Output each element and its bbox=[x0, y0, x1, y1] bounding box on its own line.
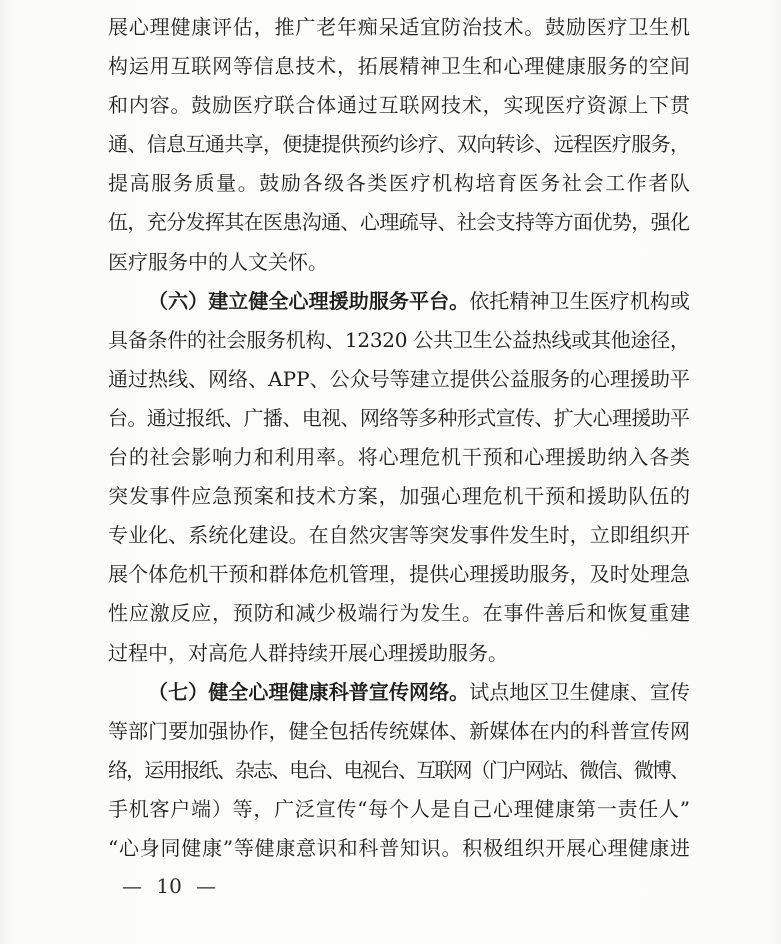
text-line: 提高服务质量。鼓励各级各类医疗机构培育医务社会工作者队 bbox=[108, 171, 692, 196]
text-line: 医疗服务中的人文关怀。 bbox=[108, 249, 328, 274]
text-line: 手机客户端）等，广泛宣传“每个人是自己心理健康第一责任人” bbox=[108, 796, 691, 821]
text-line-content: 依托精神卫生医疗机构或 bbox=[469, 288, 691, 313]
text-line: 伍，充分发挥其在医患沟通、心理疏导、社会支持等方面优势，强化 bbox=[108, 210, 690, 235]
paragraph bbox=[108, 8, 690, 282]
body-text bbox=[108, 8, 690, 868]
text-line: 展心理健康评估，推广老年痴呆适宜防治技术。鼓励医疗卫生机 bbox=[108, 15, 691, 39]
paragraph-section-7 bbox=[108, 673, 690, 868]
text-line: “心身同健康”等健康意识和科普知识。积极组织开展心理健康进 bbox=[108, 835, 691, 860]
text-line: 台。通过报纸、广播、电视、网络等多种形式宣传、扩大心理援助平 bbox=[108, 405, 690, 430]
section-heading: （六）建立健全心理援助服务平台。 bbox=[148, 288, 470, 313]
text-line: 过程中，对高危人群持续开展心理援助服务。 bbox=[108, 640, 508, 665]
text-line: 等部门要加强协作，健全包括传统媒体、新媒体在内的科普宣传网 bbox=[108, 718, 691, 743]
text-line bbox=[108, 673, 690, 712]
text-line: 台的社会影响力和利用率。将心理危机干预和心理援助纳入各类 bbox=[108, 445, 691, 470]
text-line: 具备条件的社会服务机构、12320 公共卫生公益热线或其他途径， bbox=[108, 327, 690, 352]
page-number: — 10 — bbox=[122, 874, 217, 898]
text-line: 通过热线、网络、APP、公众号等建立提供公益服务的心理援助平 bbox=[108, 366, 691, 391]
text-line: 突发事件应急预案和技术方案，加强心理危机干预和援助队伍的 bbox=[108, 484, 691, 509]
paragraph-section-6 bbox=[108, 282, 690, 673]
text-line: 专业化、系统化建设。在自然灾害等突发事件发生时，立即组织开 bbox=[108, 523, 691, 548]
text-line: 展个体危机干预和群体危机管理，提供心理援助服务，及时处理急 bbox=[108, 562, 691, 587]
text-line: 通、信息互通共享，便捷提供预约诊疗、双向转诊、远程医疗服务， bbox=[108, 132, 690, 157]
text-line bbox=[108, 282, 690, 321]
text-line: 性应激反应，预防和减少极端行为发生。在事件善后和恢复重建 bbox=[108, 601, 691, 626]
text-line: 构运用互联网等信息技术，拓展精神卫生和心理健康服务的空间 bbox=[108, 54, 691, 79]
text-line: 和内容。鼓励医疗联合体通过互联网技术，实现医疗资源上下贯 bbox=[108, 93, 691, 118]
text-line: 络，运用报纸、杂志、电台、电视台、互联网（门户网站、微信、微博、 bbox=[108, 757, 689, 782]
section-heading: （七）健全心理健康科普宣传网络。 bbox=[148, 679, 470, 704]
text-line-content: 试点地区卫生健康、宣传 bbox=[469, 679, 691, 704]
